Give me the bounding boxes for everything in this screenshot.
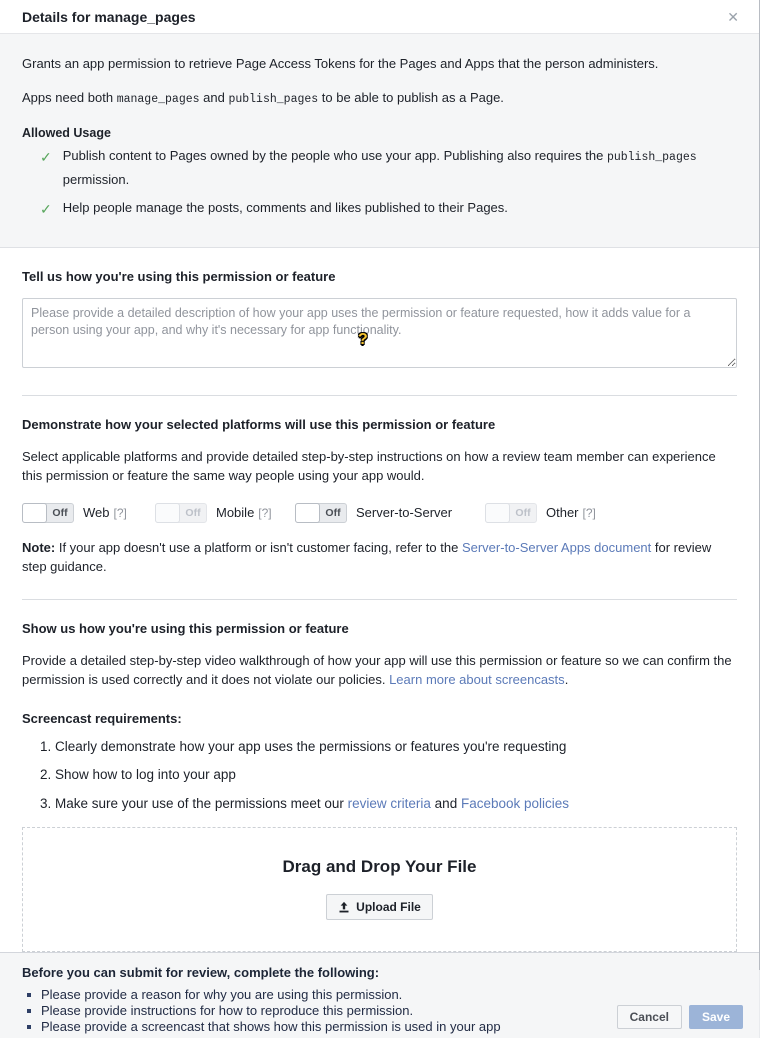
section-divider [22,395,737,396]
screencast-description: Provide a detailed step-by-step video walkthrough of how your app will use this permission or feature so we can confirm the permission is used correctly and it does not violate our policies. Learn more about screencasts. [22,652,732,688]
other-label: Other [546,505,579,521]
submit-requirements-heading: Before you can submit for review, complete the following: [22,965,380,981]
allowed-usage-heading: Allowed Usage [22,125,111,140]
facebook-policies-link[interactable]: Facebook policies [460,795,570,811]
toggle-knob [22,503,47,523]
requirement-item: 1. Clearly demonstrate how your app uses the permissions or features you're requesting [55,737,737,757]
learn-more-screencasts-link[interactable]: Learn more about screencasts [389,672,565,688]
note-label: Note: [22,539,56,555]
mobile-toggle[interactable]: Off [155,503,207,523]
allowed-usage-item [40,196,737,223]
allowed-usage-item [40,144,737,192]
question-cursor-icon: ? [358,330,368,348]
mobile-help-icon[interactable]: [?] [258,505,272,520]
dialog-body [0,248,759,953]
footer-buttons [617,1005,743,1029]
submit-requirement-item: Please provide a screencast that shows how this permission is used in your app [22,1019,737,1035]
dialog-header [0,0,759,34]
cancel-button[interactable]: Cancel [617,1005,682,1029]
server-to-server-label: Server-to-Server [356,505,453,521]
other-help-icon[interactable]: [?] [582,505,596,520]
upload-icon [338,901,350,914]
screencast-requirements-list [22,737,737,814]
web-help-icon[interactable]: [?] [113,505,127,520]
show-us-heading: Show us how you're using this permission or feature [22,620,349,636]
requirement-item: 3. Make sure your use of the permissions meet our review criteria and Facebook policies [55,794,737,814]
close-icon[interactable]: ✕ [727,9,739,25]
platform-toggle-row [22,503,737,523]
web-toggle[interactable]: Off [22,503,74,523]
toggle-knob [485,503,510,523]
description-textarea-wrap [22,298,737,373]
requirement-item: 2. Show how to log into your app [55,765,737,785]
code-publish-pages: publish_pages [606,150,697,164]
platforms-description: Select applicable platforms and provide detailed step-by-step instructions on how a review team member can experience this permission or feature the same way people using your app would. [22,448,716,484]
other-toggle[interactable]: Off [485,503,537,523]
server-to-server-toggle[interactable]: Off [295,503,347,523]
dialog-footer [0,952,759,1038]
toggle-knob [155,503,180,523]
code-publish-pages: publish_pages [228,92,319,106]
server-to-server-apps-link[interactable]: Server-to-Server Apps document [461,539,652,555]
review-criteria-link[interactable]: review criteria [347,795,431,811]
checkmark-icon: ✓ [40,148,52,165]
screencast-requirements-heading: Screencast requirements: [22,710,182,726]
tell-us-heading: Tell us how you're using this permission or feature [22,268,336,284]
mobile-label: Mobile [216,505,255,521]
upload-file-label: Upload File [356,900,421,915]
platforms-heading: Demonstrate how your selected platforms will use this permission or feature [22,416,496,432]
dialog-title: Details for manage_pages [22,9,196,25]
platform-group-web [22,503,155,523]
summary-requirements-paragraph: Apps need both manage_pages and publish_pages to be able to publish as a Page. [22,89,504,106]
submit-requirement-item: Please provide a reason for why you are using this permission. [22,987,737,1003]
code-manage-pages: manage_pages [116,92,200,106]
toggle-knob [295,503,320,523]
upload-file-button[interactable] [326,894,433,920]
platform-group-other [485,503,596,523]
checkmark-icon: ✓ [40,200,52,217]
section-divider [22,599,737,600]
save-button[interactable]: Save [689,1005,743,1029]
dropzone-title: Drag and Drop Your File [282,857,477,877]
allowed-usage-text: Help people manage the posts, comments and likes published to their Pages. [62,199,508,215]
allowed-usage-text: Publish content to Pages owned by the people who use your app. Publishing also requires the publish_pages permission. [62,147,697,187]
file-dropzone[interactable] [22,827,737,952]
web-label: Web [83,505,110,521]
usage-description-textarea[interactable] [22,298,737,368]
permission-summary-panel [0,34,759,248]
summary-paragraph: Grants an app permission to retrieve Page Access Tokens for the Pages and Apps that the person administers. [22,56,659,71]
platform-group-mobile [155,503,295,523]
submit-requirement-item: Please provide instructions for how to reproduce this permission. [22,1003,737,1019]
platform-note: Note: If your app doesn't use a platform or isn't customer facing, refer to the Server-to-Server Apps document for review step guidance. [22,539,712,575]
allowed-usage-list [22,144,737,223]
platform-group-server-to-server [295,503,485,523]
